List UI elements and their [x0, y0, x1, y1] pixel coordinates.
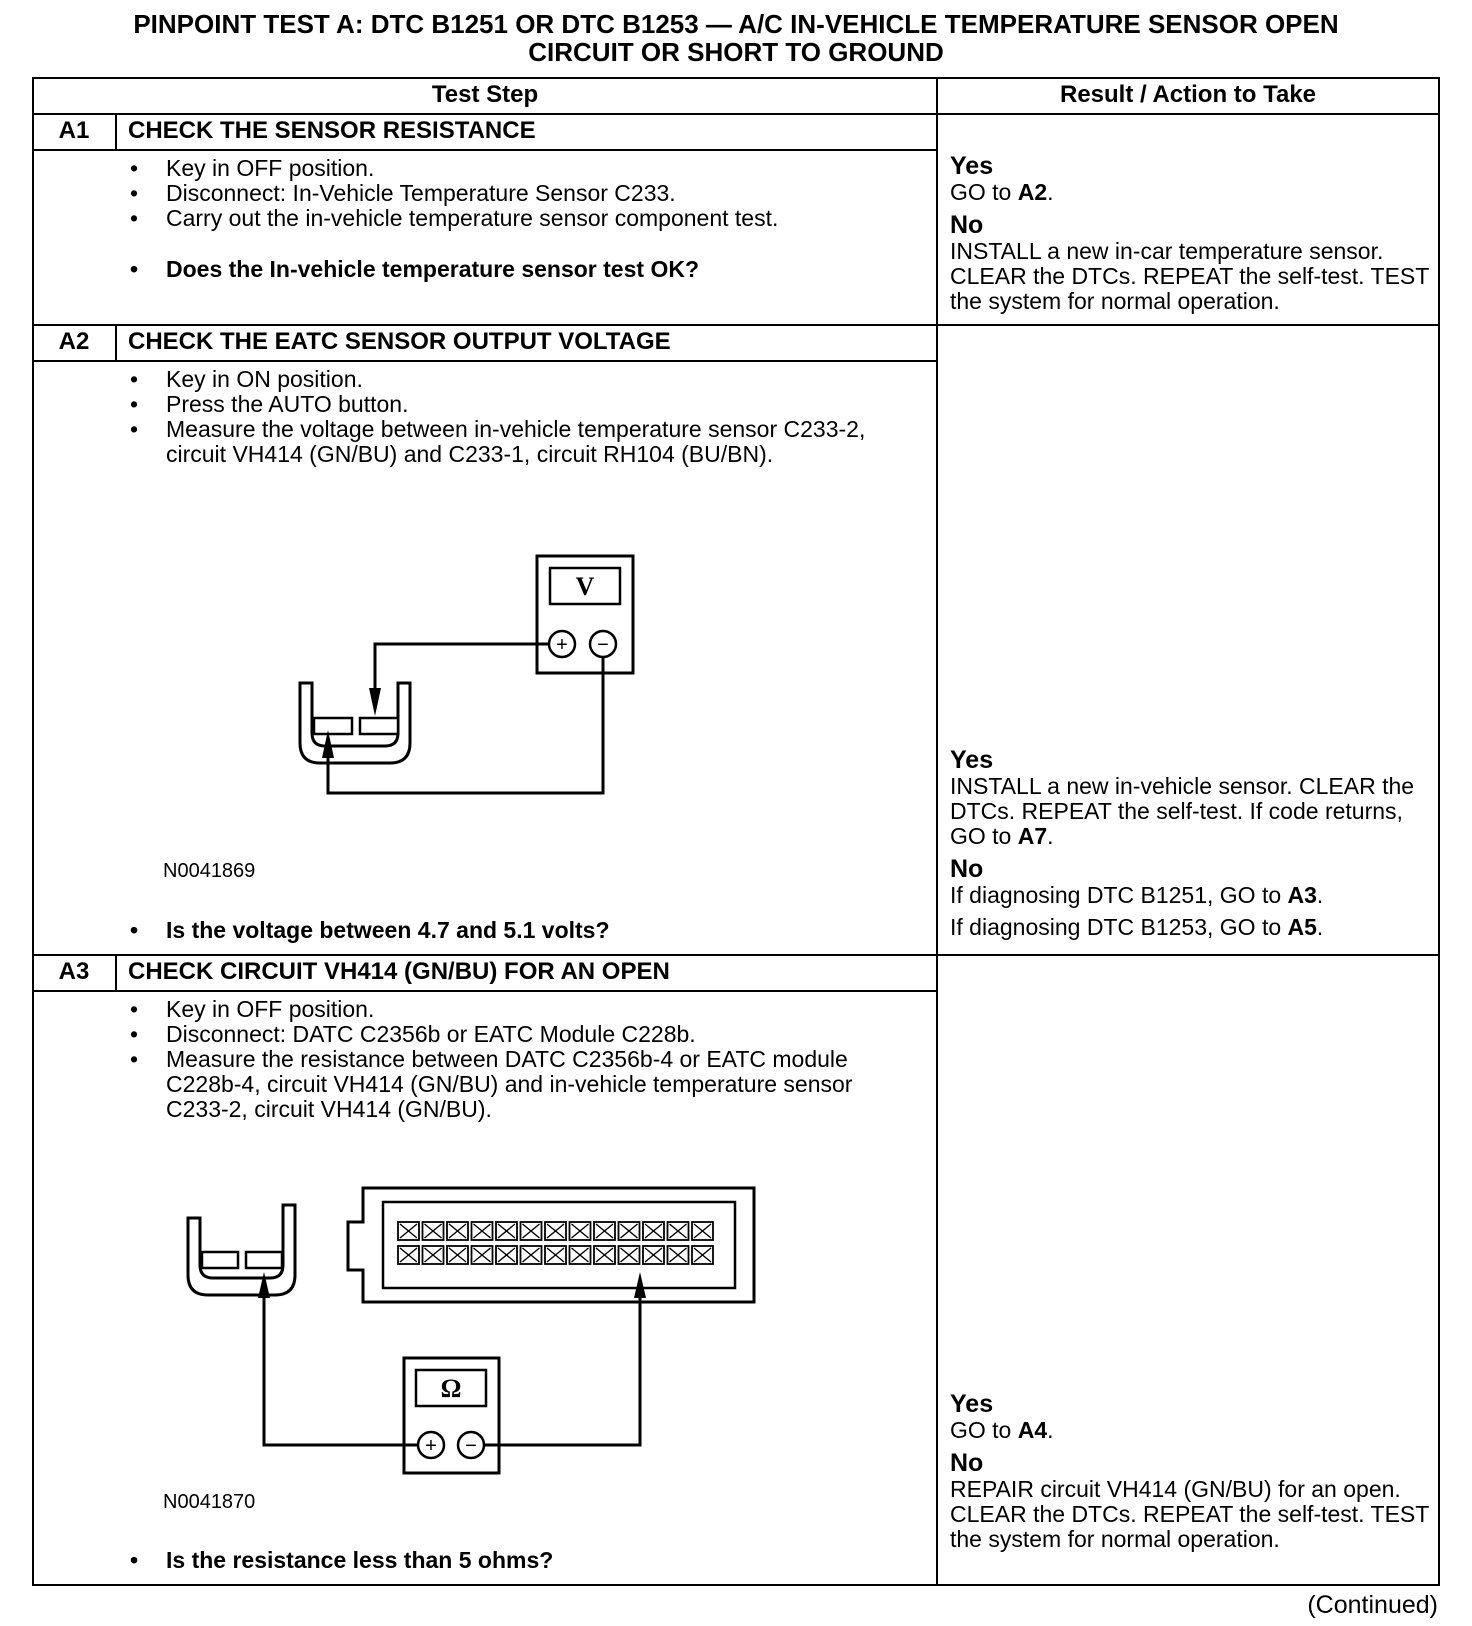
sensor-pin-1	[202, 1252, 238, 1268]
a1-question: • Does the In-vehicle temperature sensor test OK?	[130, 256, 699, 282]
voltmeter-diagram	[280, 548, 640, 808]
a1-bullet-list	[130, 156, 920, 231]
a2-yes-post: .	[1047, 823, 1054, 849]
a2-bullet: • Press the AUTO button.	[130, 392, 900, 417]
a1-yes-label: Yes	[950, 152, 994, 180]
a3-yes-ref: A4	[1017, 1417, 1048, 1443]
page-title-line2: CIRCUIT OR SHORT TO GROUND	[528, 37, 944, 67]
a3-bullet: • Key in OFF position.	[130, 997, 890, 1022]
a3-yes-post: .	[1047, 1417, 1054, 1443]
sensor-pin-1	[314, 718, 352, 734]
a3-bullet: • Measure the resistance between DATC C2356b-4 or EATC module C228b-4, circuit VH414 (GN/BU) and in-vehicle temperature sensor C233-2, circuit VH414 (GN/BU).	[130, 1047, 890, 1122]
negative-lead	[484, 1280, 640, 1445]
a3-yes-label: Yes	[950, 1390, 994, 1418]
a3-question: • Is the resistance less than 5 ohms?	[130, 1547, 553, 1573]
a3-results	[950, 1391, 1430, 1552]
ohmmeter-minus-sign: −	[465, 1435, 477, 1457]
a1-title-divider	[32, 149, 938, 151]
a3-figure-id: N0041870	[163, 1491, 256, 1513]
a1-results	[950, 153, 1435, 314]
a2-bullet: • Measure the voltage between in-vehicle temperature sensor C233-2, circuit VH414 (GN/BU) and C233-1, circuit RH104 (BU/BN).	[130, 417, 900, 467]
a2-no2-ref: A5	[1287, 914, 1317, 940]
a3-title-divider	[32, 990, 938, 992]
a2-bullet-list	[130, 367, 900, 467]
a2-results	[950, 747, 1435, 940]
ohmmeter-symbol: Ω	[440, 1374, 462, 1403]
header-result-action: Result / Action to Take	[1059, 81, 1317, 108]
a2-no2-text: If diagnosing DTC B1253, GO to	[950, 914, 1288, 940]
a1-bullet: • Carry out the in-vehicle temperature sensor component test.	[130, 206, 920, 231]
voltmeter-minus-sign: −	[597, 634, 609, 656]
a3-bullet: • Disconnect: DATC C2356b or EATC Module C228b.	[130, 1022, 890, 1047]
a2-yes-ref: A7	[1017, 823, 1048, 849]
a1-yes-text: GO to	[950, 179, 1018, 205]
sensor-pin-2	[246, 1252, 282, 1268]
a3-step-id: A3	[58, 958, 90, 985]
sensor-pin-2	[360, 718, 398, 734]
table-header-divider	[32, 113, 1440, 115]
a2-figure-id: N0041869	[163, 860, 256, 882]
a3-no-label: No	[950, 1449, 984, 1477]
a1-step-id: A1	[58, 117, 90, 144]
a2-title-divider	[32, 360, 938, 362]
a2-bullet: • Key in ON position.	[130, 367, 900, 392]
ohmmeter-diagram	[180, 1180, 760, 1480]
a2-no1-ref: A3	[1287, 882, 1317, 908]
a1-yes-post: .	[1047, 179, 1054, 205]
positive-probe-tip	[369, 688, 381, 716]
a2-yes-label: Yes	[950, 746, 994, 774]
a1-bullet: • Disconnect: In-Vehicle Temperature Sensor C233.	[130, 181, 920, 206]
a2-no1-text: If diagnosing DTC B1251, GO to	[950, 882, 1288, 908]
a1-no-label: No	[950, 211, 984, 239]
a2-no-label: No	[950, 855, 984, 883]
a3-step-title: CHECK CIRCUIT VH414 (GN/BU) FOR AN OPEN	[128, 958, 670, 985]
a1-row-divider	[32, 324, 1440, 326]
voltmeter-plus-sign: +	[556, 634, 568, 656]
sensor-connector-outline	[188, 1205, 295, 1295]
a2-row-divider	[32, 954, 1440, 956]
a1-bullet: • Key in OFF position.	[130, 156, 920, 181]
a3-yes-text: GO to	[950, 1417, 1018, 1443]
a2-yes-text: INSTALL a new in-vehicle sensor. CLEAR the DTCs. REPEAT the self-test. If code returns, GO to	[950, 773, 1415, 849]
a2-no1-post: .	[1316, 882, 1324, 908]
a2-no2-post: .	[1316, 914, 1324, 940]
positive-lead	[264, 1280, 418, 1445]
a3-bullet-list	[130, 997, 890, 1122]
page-title	[0, 10, 1472, 66]
page-title-line1: PINPOINT TEST A: DTC B1251 OR DTC B1253 — A/C IN-VEHICLE TEMPERATURE SENSOR OPEN	[133, 9, 1339, 39]
a3-no-text: REPAIR circuit VH414 (GN/BU) for an open. CLEAR the DTCs. REPEAT the self-test. TEST the system for normal operation.	[950, 1476, 1429, 1552]
a2-question: • Is the voltage between 4.7 and 5.1 volts?	[130, 917, 610, 943]
header-test-step: Test Step	[431, 81, 539, 108]
ohmmeter-plus-sign: +	[425, 1435, 437, 1457]
continued-label: (Continued)	[1307, 1591, 1438, 1619]
column-divider	[936, 77, 938, 1586]
voltmeter-symbol: V	[575, 572, 595, 601]
a2-step-id: A2	[58, 328, 90, 355]
a1-yes-ref: A2	[1017, 179, 1048, 205]
a2-step-title: CHECK THE EATC SENSOR OUTPUT VOLTAGE	[128, 328, 671, 355]
a1-no-text: INSTALL a new in-car temperature sensor. CLEAR the DTCs. REPEAT the self-test. TEST the system for normal operation.	[950, 238, 1429, 314]
a1-step-title: CHECK THE SENSOR RESISTANCE	[128, 117, 536, 144]
